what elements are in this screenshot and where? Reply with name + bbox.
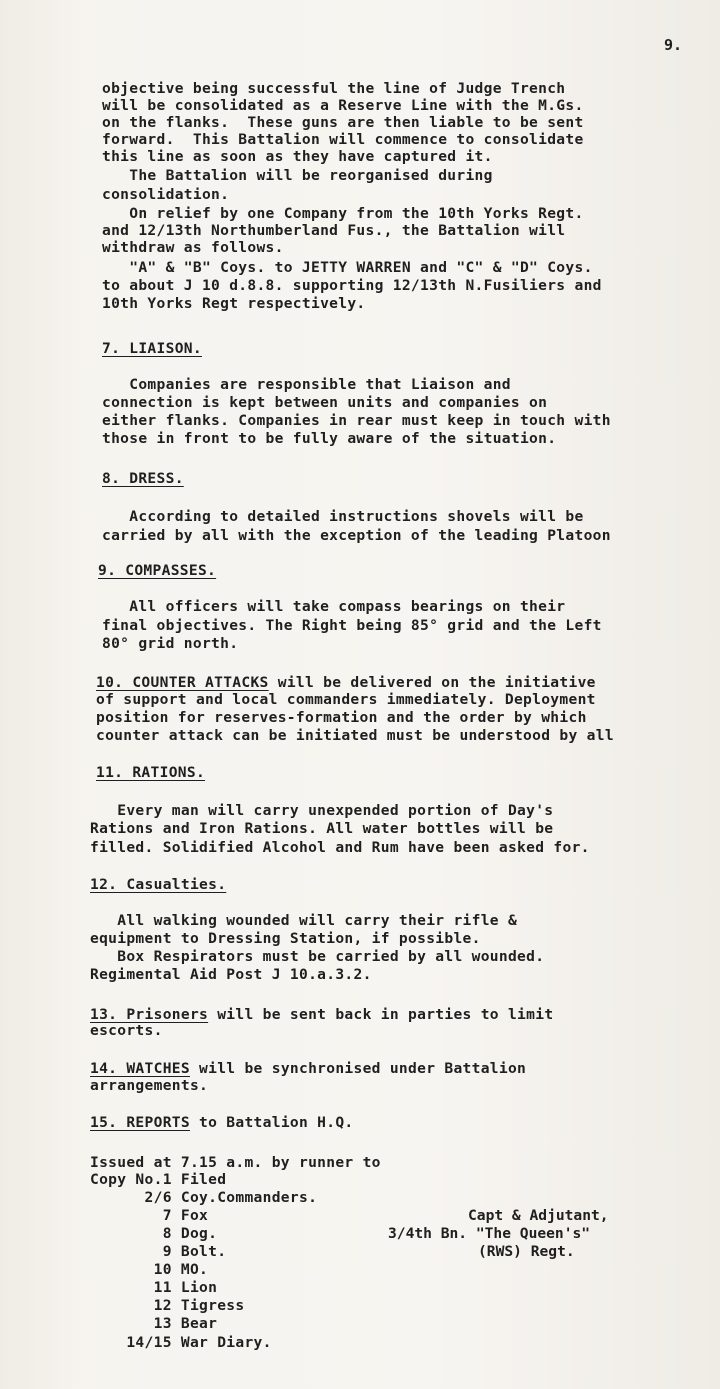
copy-line: 9 Bolt. bbox=[90, 1243, 227, 1260]
watches-first-line bbox=[90, 1060, 526, 1078]
intro-line: this line as soon as they have captured it. bbox=[102, 148, 493, 165]
intro-line: and 12/13th Northumberland Fus., the Battalion will bbox=[102, 222, 566, 239]
intro-line: objective being successful the line of Judge Trench bbox=[102, 80, 566, 97]
liaison-line: those in front to be fully aware of the situation. bbox=[102, 430, 557, 447]
section-heading-dress: 8. DRESS. bbox=[102, 470, 184, 487]
casualties-line: equipment to Dressing Station, if possible. bbox=[90, 930, 481, 947]
counter-attacks-text: will be delivered on the initiative bbox=[268, 674, 596, 691]
copy-line: 8 Dog. bbox=[90, 1225, 218, 1242]
intro-line: The Battalion will be reorganised during bbox=[102, 167, 493, 184]
signature-title: Capt & Adjutant, bbox=[468, 1207, 609, 1224]
liaison-line: either flanks. Companies in rear must keep in touch with bbox=[102, 412, 611, 429]
section-heading-reports: 15. REPORTS bbox=[90, 1114, 190, 1131]
prisoners-text: will be sent back in parties to limit bbox=[208, 1006, 554, 1023]
watches-text: will be synchronised under Battalion bbox=[189, 1060, 527, 1077]
section-heading-compasses: 9. COMPASSES. bbox=[98, 562, 217, 579]
copy-line: 12 Tigress bbox=[90, 1297, 245, 1314]
compasses-line: 80° grid north. bbox=[102, 635, 239, 652]
casualties-line: Box Respirators must be carried by all wounded. bbox=[90, 948, 545, 965]
section-heading-rations: 11. RATIONS. bbox=[96, 764, 206, 781]
section-heading-casualties: 12. Casualties. bbox=[90, 876, 227, 893]
liaison-line: connection is kept between units and companies on bbox=[102, 394, 548, 411]
signature-regiment: (RWS) Regt. bbox=[478, 1243, 575, 1260]
intro-line: on the flanks. These guns are then liable to be sent bbox=[102, 114, 584, 131]
section-heading-prisoners: 13. Prisoners bbox=[90, 1006, 209, 1023]
signature-unit: 3/4th Bn. "The Queen's" bbox=[388, 1225, 591, 1242]
counter-attacks-line: counter attack can be initiated must be understood by all bbox=[96, 727, 614, 744]
casualties-line: All walking wounded will carry their rifle & bbox=[90, 912, 518, 929]
compasses-line: All officers will take compass bearings on their bbox=[102, 598, 566, 615]
copy-line: 14/15 War Diary. bbox=[90, 1334, 272, 1351]
compasses-line: final objectives. The Right being 85° grid and the Left bbox=[102, 617, 602, 634]
copy-line: 2/6 Coy.Commanders. bbox=[90, 1189, 318, 1206]
reports-text: to Battalion H.Q. bbox=[189, 1114, 354, 1131]
counter-attacks-line: of support and local commanders immediately. Deployment bbox=[96, 691, 596, 708]
prisoners-line: escorts. bbox=[90, 1022, 163, 1039]
copy-line: 7 Fox bbox=[90, 1207, 209, 1224]
section-heading-watches: 14. WATCHES bbox=[90, 1060, 190, 1077]
issued-line: Issued at 7.15 a.m. by runner to bbox=[90, 1154, 381, 1171]
casualties-line: Regimental Aid Post J 10.a.3.2. bbox=[90, 966, 372, 983]
intro-line: "A" & "B" Coys. to JETTY WARREN and "C" & "D" Coys. bbox=[102, 259, 593, 276]
copy-line: 13 Bear bbox=[90, 1315, 218, 1332]
watches-line: arrangements. bbox=[90, 1077, 209, 1094]
counter-attacks-line: position for reserves-formation and the order by which bbox=[96, 709, 587, 726]
copy-line: 10 MO. bbox=[90, 1261, 209, 1278]
intro-line: will be consolidated as a Reserve Line with the M.Gs. bbox=[102, 97, 584, 114]
intro-line: forward. This Battalion will commence to consolidate bbox=[102, 131, 584, 148]
liaison-line: Companies are responsible that Liaison and bbox=[102, 376, 511, 393]
section-heading-counter-attacks: 10. COUNTER ATTACKS bbox=[96, 674, 269, 691]
intro-line: 10th Yorks Regt respectively. bbox=[102, 295, 366, 312]
dress-line: carried by all with the exception of the leading Platoon bbox=[102, 527, 611, 544]
section-heading-liaison: 7. LIAISON. bbox=[102, 340, 202, 357]
counter-attacks-first-line bbox=[96, 674, 596, 692]
rations-line: Rations and Iron Rations. All water bottles will be bbox=[90, 820, 554, 837]
reports-line bbox=[90, 1114, 354, 1132]
rations-line: filled. Solidified Alcohol and Rum have been asked for. bbox=[90, 839, 590, 856]
intro-line: to about J 10 d.8.8. supporting 12/13th N.Fusiliers and bbox=[102, 277, 602, 294]
copy-line: 11 Lion bbox=[90, 1279, 218, 1296]
page-number: 9. bbox=[664, 36, 683, 54]
intro-line: On relief by one Company from the 10th Yorks Regt. bbox=[102, 205, 584, 222]
intro-line: consolidation. bbox=[102, 186, 230, 203]
copy-line: Copy No.1 Filed bbox=[90, 1171, 227, 1188]
intro-line: withdraw as follows. bbox=[102, 239, 284, 256]
dress-line: According to detailed instructions shovels will be bbox=[102, 508, 584, 525]
rations-line: Every man will carry unexpended portion of Day's bbox=[90, 802, 554, 819]
